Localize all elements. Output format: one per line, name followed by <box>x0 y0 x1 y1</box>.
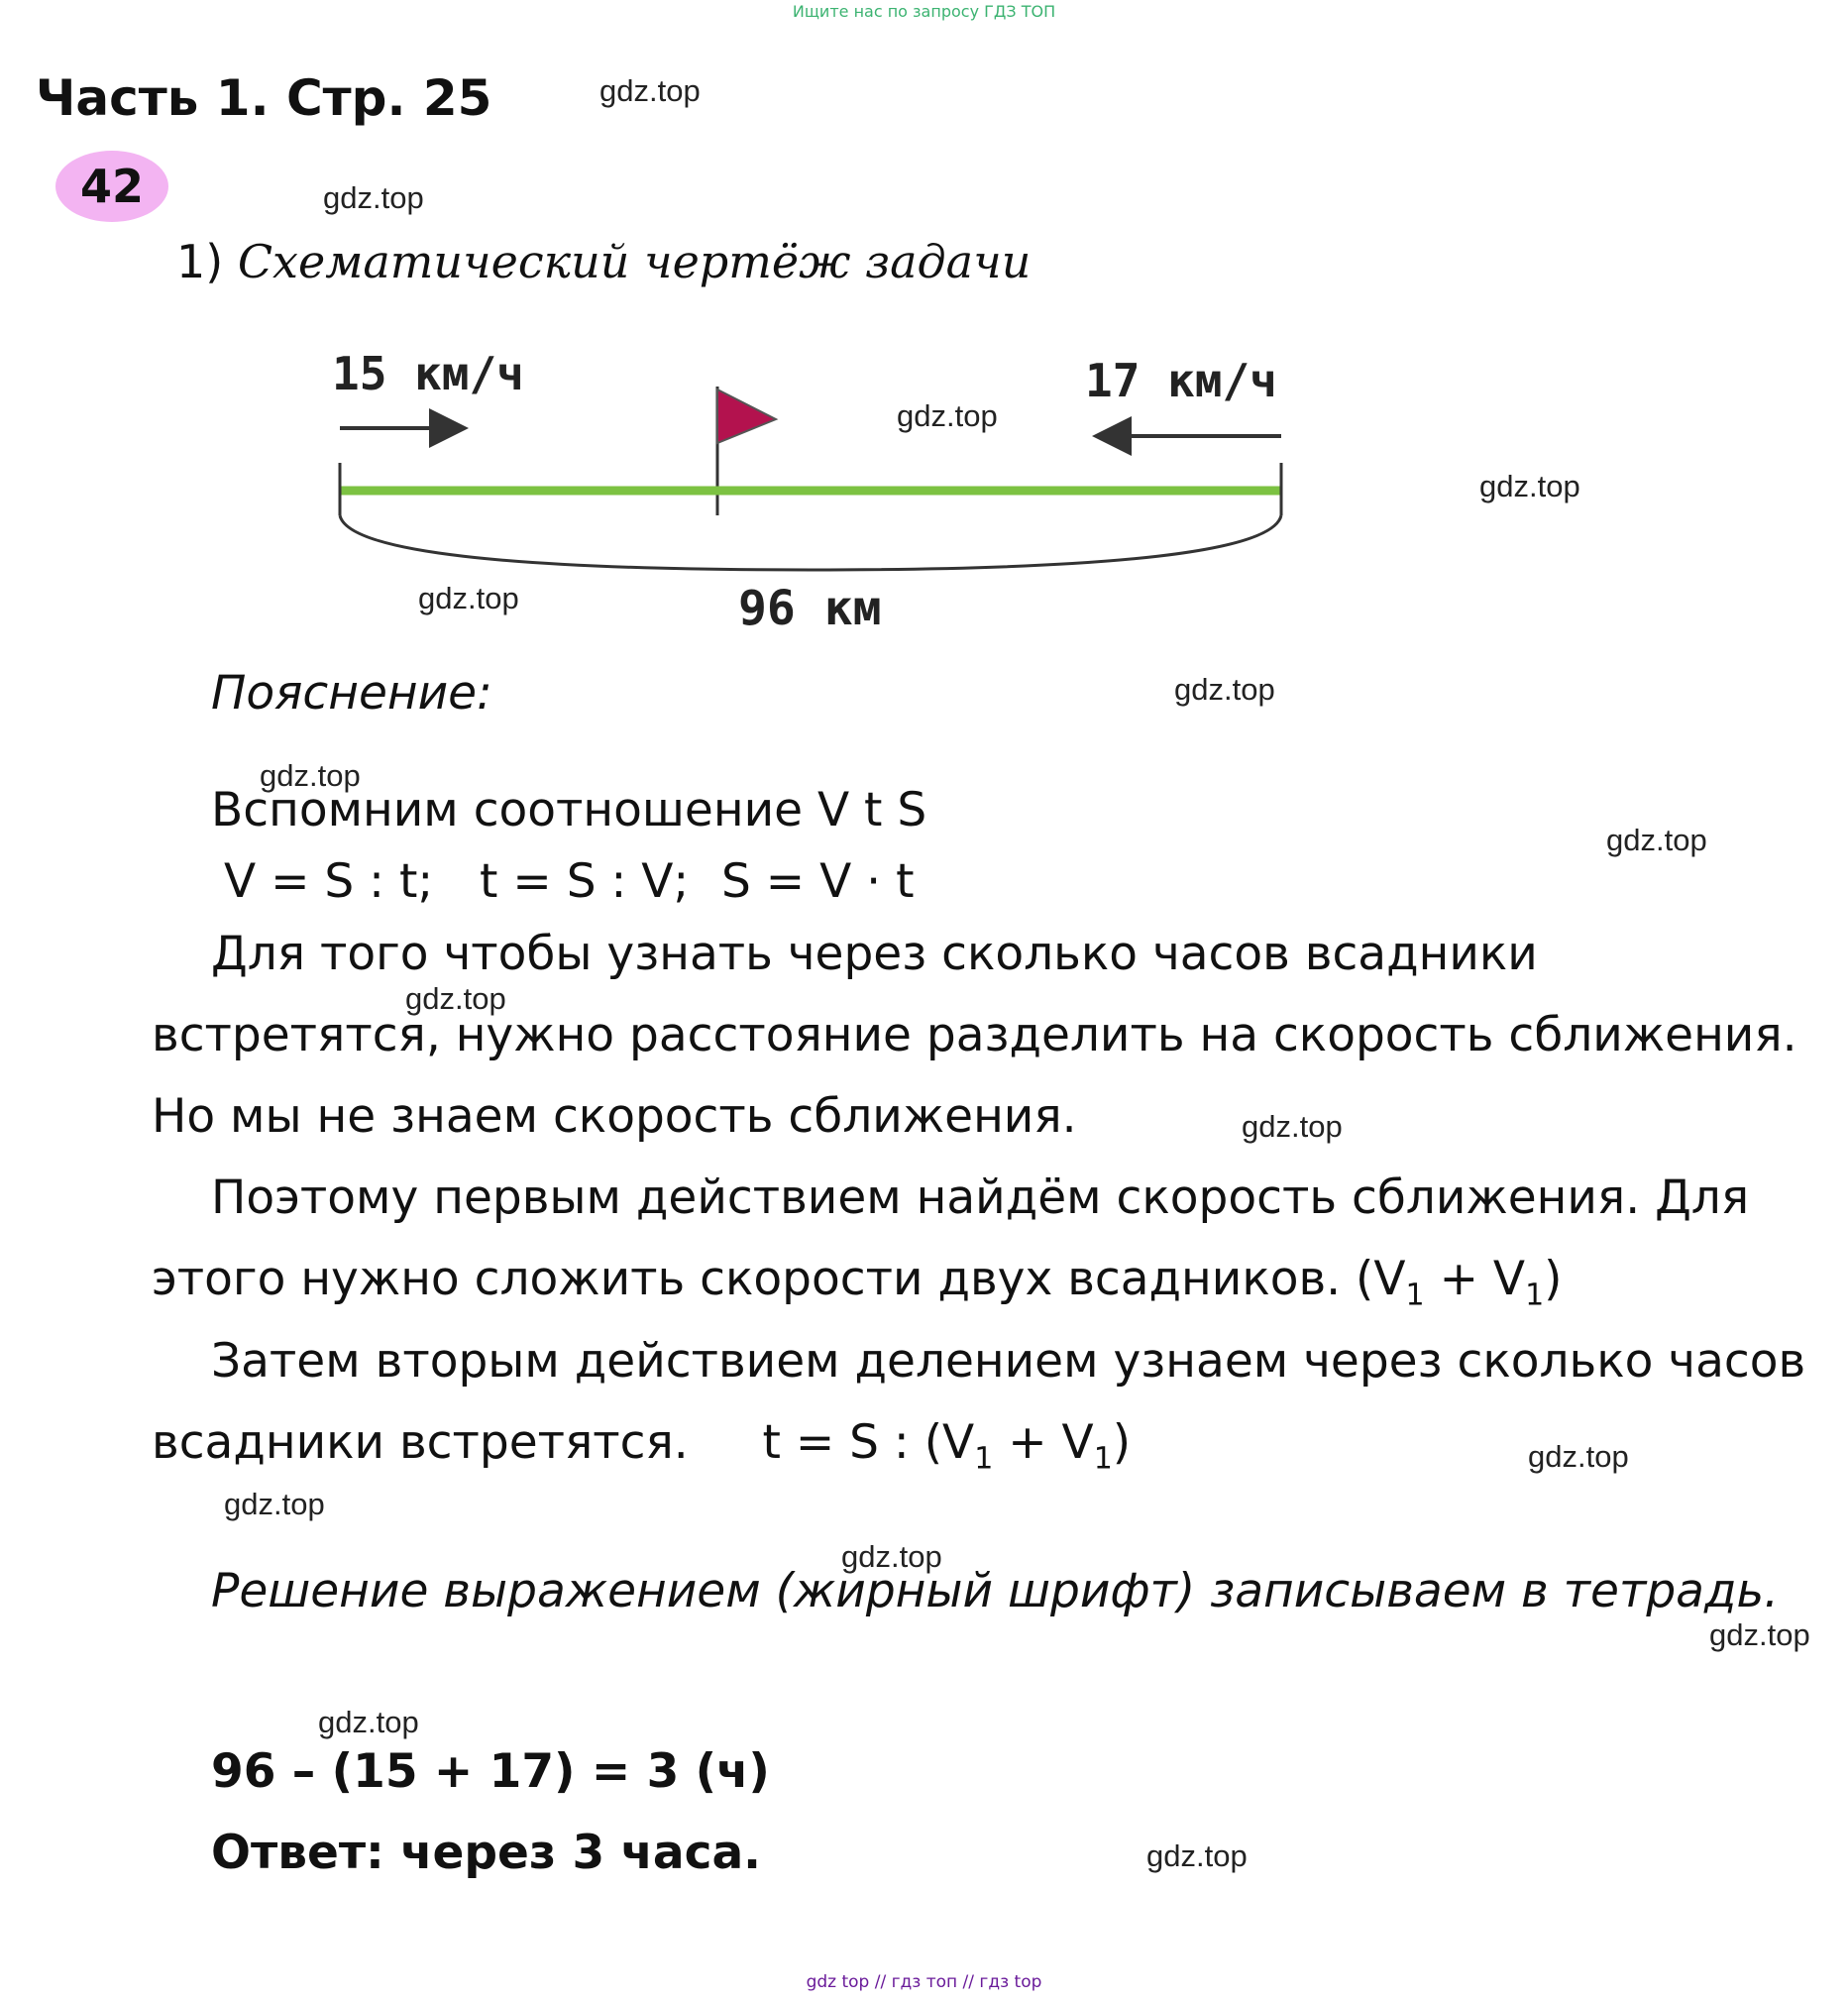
speed-left-label: 15 км/ч <box>332 347 524 400</box>
watermark: gdz.top <box>1242 1109 1343 1144</box>
task-number-badge <box>55 151 168 222</box>
watermark: gdz.top <box>897 398 998 433</box>
subscript-1: 1 <box>1405 1278 1425 1313</box>
explanation-heading: Пояснение: <box>211 666 492 721</box>
recall-line: Вспомним соотношение V t S <box>211 783 927 837</box>
subscript-2: 1 <box>1525 1278 1545 1313</box>
subscript-4: 1 <box>1093 1441 1113 1477</box>
paragraph-3-text: Затем вторым действием делением узнаем через сколько часов всадники встретятся. <box>152 1334 1806 1470</box>
subscript-3: 1 <box>974 1441 994 1477</box>
paragraph-2-mid: + V <box>1424 1252 1526 1306</box>
section-number: 1) <box>176 235 224 288</box>
watermark: gdz.top <box>224 1487 325 1521</box>
section-title <box>176 235 1031 288</box>
formula-time: t = S : V; <box>480 854 690 909</box>
watermark: gdz.top <box>1606 823 1707 857</box>
formula-speed: V = S : t; <box>224 854 434 909</box>
section-title-text: Схематический чертёж задачи <box>237 235 1032 288</box>
solution-expression: 96 – (15 + 17) = 3 (ч) <box>211 1744 770 1799</box>
speed-right-label: 17 км/ч <box>1085 354 1277 407</box>
footer-links: gdz top // гдз топ // гдз top <box>806 1972 1042 1992</box>
answer: Ответ: через 3 часа. <box>211 1826 762 1880</box>
watermark: gdz.top <box>318 1705 419 1739</box>
paragraph-2 <box>152 1158 1816 1336</box>
task-number: 42 <box>79 160 144 213</box>
solution-note: Решение выражением (жирный шрифт) записываем в тетрадь. <box>211 1564 1780 1618</box>
watermark: gdz.top <box>260 758 361 793</box>
formula-meeting-time: t = S : $(V_1 + V_1)$ <box>762 1415 1132 1477</box>
formula-distance: S = V · t <box>721 854 915 909</box>
watermark: gdz.top <box>1146 1838 1248 1873</box>
watermark: gdz.top <box>841 1539 942 1574</box>
watermark: gdz.top <box>1709 1617 1810 1652</box>
watermark: gdz.top <box>1528 1439 1629 1474</box>
watermark: gdz.top <box>1479 469 1580 503</box>
watermark: gdz.top <box>405 981 506 1016</box>
paragraph-2-text: Поэтому первым действием найдём скорость сближения. Для этого нужно сложить скорости двух всадников. (V <box>152 1170 1750 1306</box>
flag-icon <box>717 389 776 443</box>
watermark: gdz.top <box>1174 672 1275 707</box>
paragraph-2-end: ) <box>1544 1252 1563 1306</box>
watermark: gdz.top <box>418 581 519 615</box>
paragraph-1: Для того чтобы узнать через сколько часов всадники встретятся, нужно расстояние разделить на скорость сближения. Но мы не знаем скорость сближения. <box>152 927 1797 1144</box>
page-title: Часть 1. Стр. 25 <box>36 69 492 127</box>
distance-label: 96 км <box>738 581 882 636</box>
watermark: gdz.top <box>599 73 701 108</box>
watermark: gdz.top <box>323 180 424 215</box>
distance-brace <box>340 515 1281 570</box>
top-banner: Ищите нас по запросу ГДЗ ТОП <box>792 2 1056 21</box>
